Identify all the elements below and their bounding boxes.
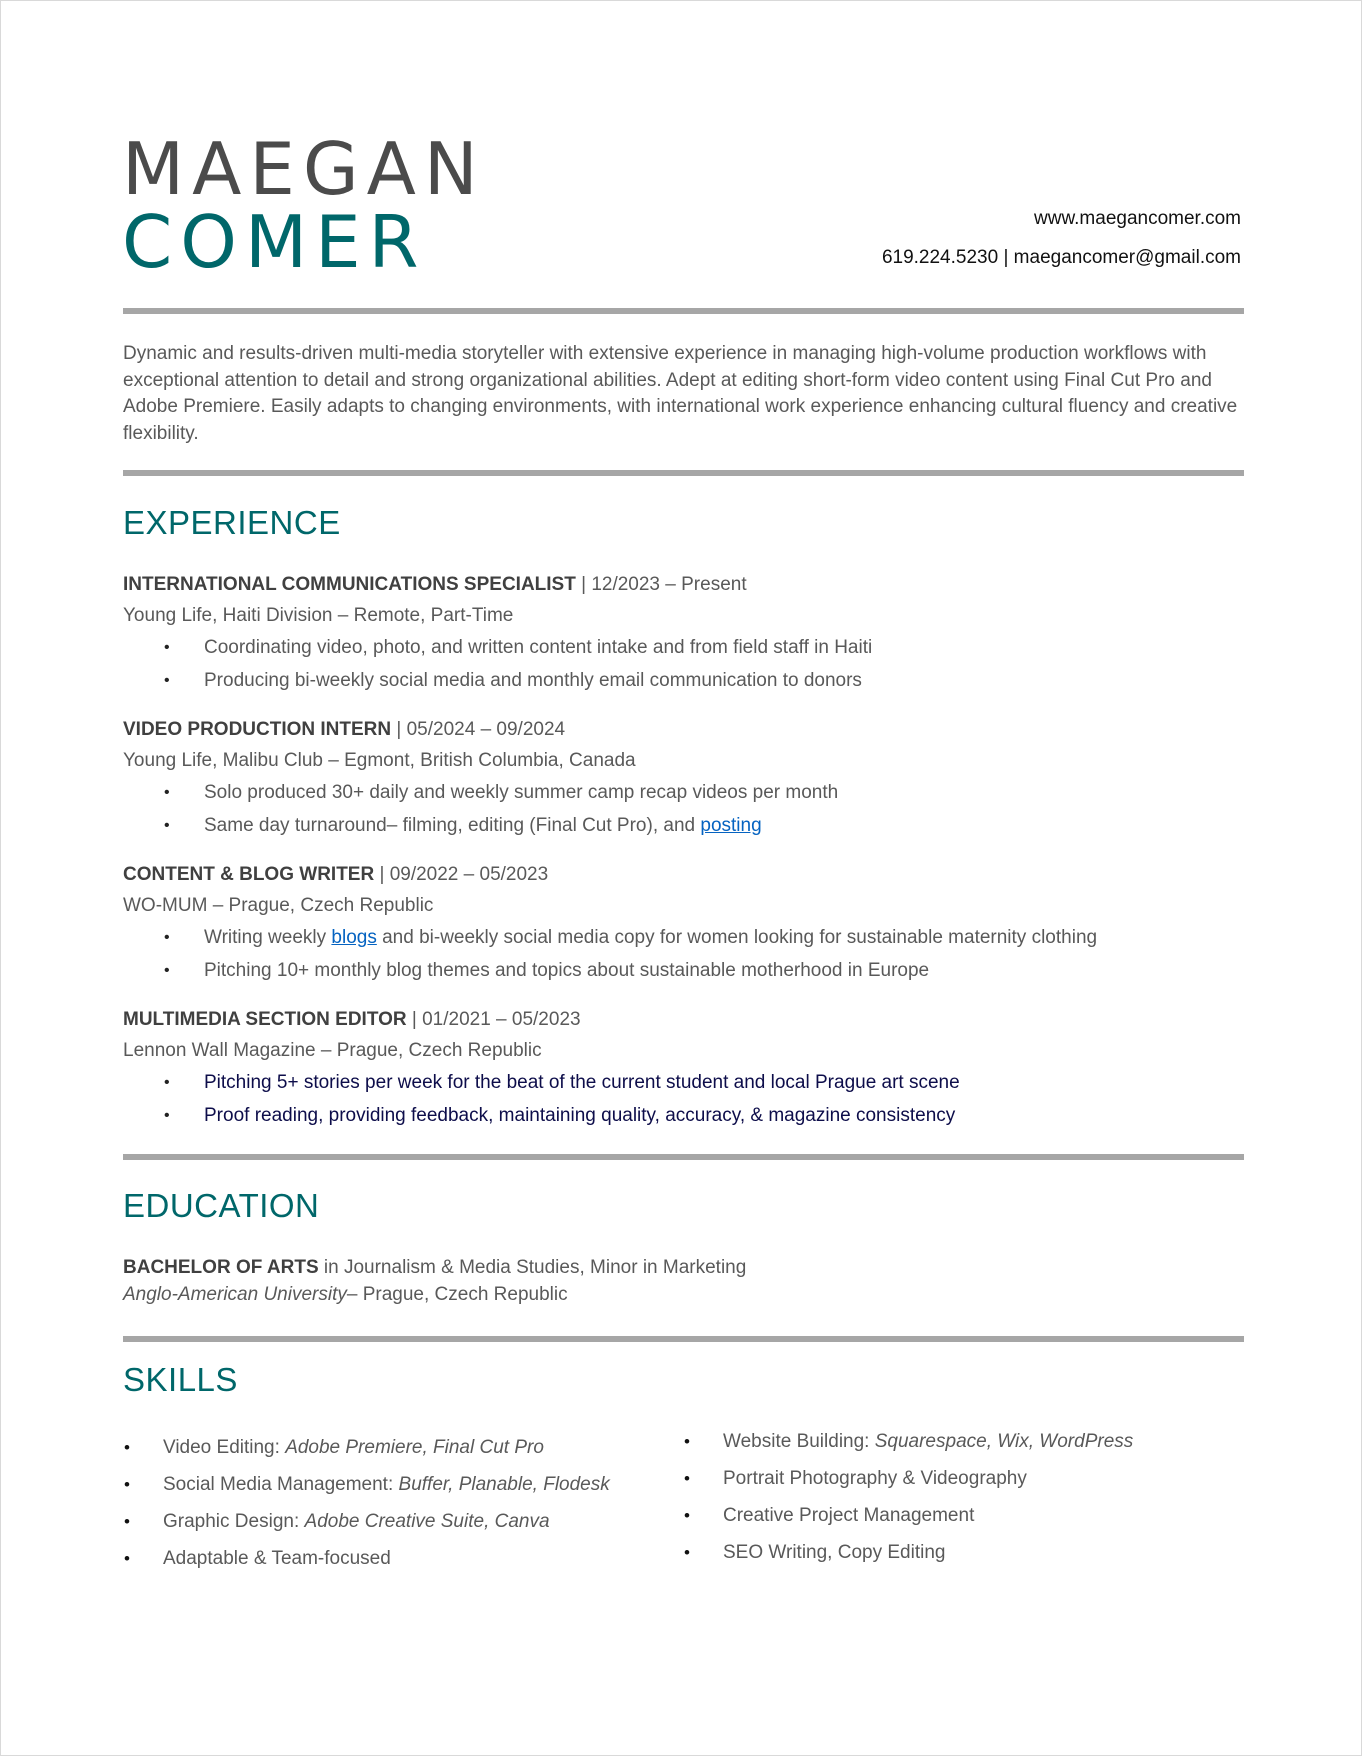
list-item: • Pitching 10+ monthly blog themes and topics about sustainable motherhood in Europe	[123, 955, 1253, 988]
email-address[interactable]: maegancomer@gmail.com	[1013, 247, 1241, 268]
list-item: • SEO Writing, Copy Editing	[683, 1534, 1133, 1571]
job-header	[123, 569, 1253, 600]
last-name: COMER	[122, 200, 427, 284]
divider-rule-1	[123, 308, 1244, 314]
first-name: MAEGAN	[122, 127, 486, 211]
list-item: • Creative Project Management	[683, 1497, 1133, 1534]
list-item: • Coordinating video, photo, and written content intake and from field staff in Haiti	[123, 632, 1253, 665]
job-dates: | 12/2023 – Present	[575, 574, 747, 595]
phone-number: 619.224.5230	[881, 247, 999, 268]
school-location: – Prague, Czech Republic	[346, 1284, 568, 1305]
job-title: MULTIMEDIA SECTION EDITOR	[123, 1009, 407, 1030]
bullet-icon: •	[164, 639, 170, 656]
skills-list-right	[683, 1423, 1133, 1571]
education-school-line	[123, 1281, 746, 1308]
list-item: • Website Building: Squarespace, Wix, WordPress	[683, 1423, 1133, 1460]
divider-rule-4	[123, 1336, 1244, 1342]
job-organization: WO-MUM – Prague, Czech Republic	[123, 895, 434, 916]
contact-line	[882, 247, 1241, 269]
blogs-link[interactable]: blogs	[331, 927, 377, 948]
degree-field: in Journalism & Media Studies, Minor in Marketing	[318, 1257, 747, 1278]
skills-column-right	[683, 1423, 1133, 1571]
list-item: • Same day turnaround– filming, editing (Final Cut Pro), and posting	[123, 810, 1253, 843]
job-bullets	[123, 632, 1253, 697]
list-item: • Video Editing: Adobe Premiere, Final Cut Pro	[123, 1429, 610, 1466]
summary-paragraph: Dynamic and results-driven multi-media storyteller with extensive experience in managing high-volume production workflows with exceptional attention to detail and strong organizational abilities. Adept at editing short-form video content using Final Cut Pro and Adobe Premiere. Easily adapts to changing environments, with international work experience enhancing cultural fluency and creative flexibility.	[123, 343, 1238, 444]
education-heading: EDUCATION	[123, 1187, 320, 1224]
bullet-icon: •	[684, 1543, 690, 1562]
skills-list-left	[123, 1429, 610, 1577]
bullet-icon: •	[684, 1469, 690, 1488]
job-bullets	[123, 777, 1253, 842]
job-organization: Young Life, Malibu Club – Egmont, British Columbia, Canada	[123, 750, 636, 771]
job-header	[123, 714, 1253, 745]
list-item: • Adaptable & Team-focused	[123, 1540, 610, 1577]
experience-heading: EXPERIENCE	[123, 504, 341, 541]
bullet-icon: •	[164, 1074, 170, 1091]
list-item: • Graphic Design: Adobe Creative Suite, Canva	[123, 1503, 610, 1540]
job-title: VIDEO PRODUCTION INTERN	[123, 719, 392, 740]
bullet-icon: •	[164, 961, 170, 979]
bullet-icon: •	[684, 1432, 690, 1451]
divider-rule-2	[123, 470, 1244, 476]
job-bullets	[123, 1067, 1253, 1132]
list-item: • Portrait Photography & Videography	[683, 1460, 1133, 1497]
posting-link[interactable]: posting	[700, 814, 762, 836]
job-dates: | 01/2021 – 05/2023	[406, 1009, 581, 1030]
bullet-icon: •	[124, 1549, 130, 1568]
bullet-icon: •	[164, 929, 170, 946]
list-item: • Producing bi-weekly social media and monthly email communication to donors	[123, 665, 1253, 698]
experience-job-3	[123, 859, 1253, 987]
list-item: • Writing weekly blogs and bi-weekly social media copy for women looking for sustainable maternity clothing	[123, 922, 1253, 955]
bullet-icon: •	[164, 816, 170, 834]
job-organization: Lennon Wall Magazine – Prague, Czech Republic	[123, 1040, 542, 1061]
job-header	[123, 1004, 1253, 1035]
education-degree-line	[123, 1254, 746, 1281]
job-title: CONTENT & BLOG WRITER	[123, 864, 375, 885]
degree-title: BACHELOR OF ARTS	[123, 1257, 319, 1278]
bullet-icon: •	[164, 1106, 170, 1124]
job-header	[123, 859, 1253, 890]
list-item: • Solo produced 30+ daily and weekly summer camp recap videos per month	[123, 777, 1253, 810]
divider-rule-3	[123, 1154, 1244, 1160]
list-item: • Proof reading, providing feedback, maintaining quality, accuracy, & magazine consistency	[123, 1100, 1253, 1133]
job-organization: Young Life, Haiti Division – Remote, Part-Time	[123, 605, 514, 626]
skills-heading: SKILLS	[123, 1361, 238, 1398]
skills-column-left	[123, 1429, 610, 1577]
education-entry	[123, 1254, 746, 1308]
bullet-icon: •	[124, 1438, 130, 1457]
school-name: Anglo-American University	[123, 1284, 347, 1305]
bullet-icon: •	[164, 671, 170, 689]
list-item: • Social Media Management: Buffer, Planable, Flodesk	[123, 1466, 610, 1503]
bullet-icon: •	[684, 1506, 690, 1525]
job-dates: | 09/2022 – 05/2023	[374, 864, 549, 885]
contact-separator: |	[1003, 247, 1009, 268]
job-bullets	[123, 922, 1253, 987]
bullet-icon: •	[124, 1512, 130, 1531]
bullet-icon: •	[124, 1475, 130, 1494]
bullet-icon: •	[164, 784, 170, 801]
list-item: • Pitching 5+ stories per week for the beat of the current student and local Prague art scene	[123, 1067, 1253, 1100]
job-dates: | 05/2024 – 09/2024	[391, 719, 566, 740]
website-link[interactable]: www.maegancomer.com	[1034, 208, 1241, 229]
job-title: INTERNATIONAL COMMUNICATIONS SPECIALIST	[123, 574, 576, 595]
experience-job-1	[123, 569, 1253, 697]
experience-job-4	[123, 1004, 1253, 1132]
experience-job-2	[123, 714, 1253, 842]
